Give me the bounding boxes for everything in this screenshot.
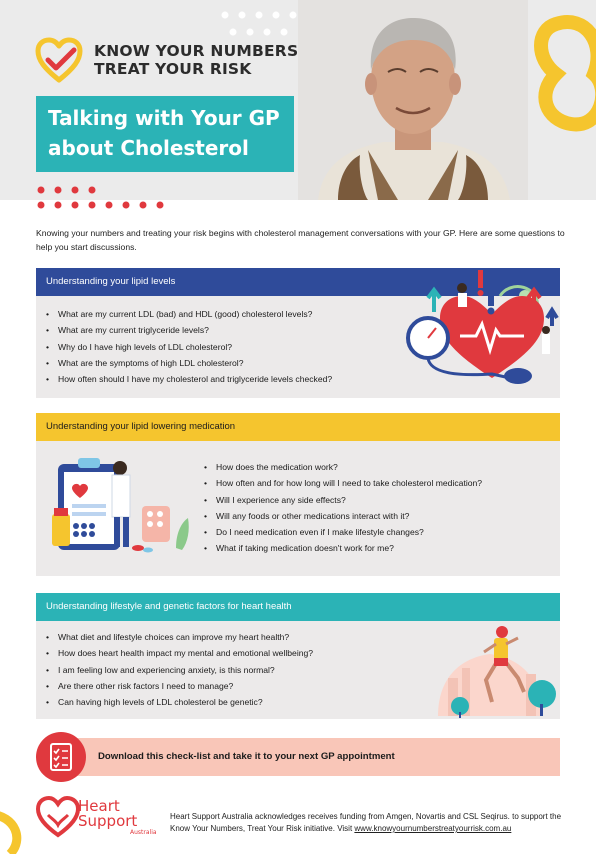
heart-check-icon <box>34 36 84 84</box>
decorative-yellow-corner <box>0 810 30 854</box>
list-item: • Are there other risk factors I need to manage? <box>46 678 313 694</box>
list-item: • Why do I have high levels of LDL cholesterol? <box>46 339 332 355</box>
page-title <box>36 96 294 172</box>
logo-word-australia: Australia <box>130 829 157 836</box>
list-item: • What are my current triglyceride levels? <box>46 322 332 338</box>
doctor-medication-illustration <box>48 452 198 556</box>
list-item: • How does the medication work? <box>204 459 482 475</box>
list-item: • What are my current LDL (bad) and HDL (good) cholesterol levels? <box>46 306 332 322</box>
website-link[interactable]: www.knowyournumberstreatyourrisk.com.au <box>354 824 512 833</box>
list-item: • What if taking medication doesn't work for me? <box>204 540 482 556</box>
logo-word-heart: Heart <box>78 797 120 815</box>
runner-illustration <box>430 618 560 718</box>
list-item: • How often and for how long will I need to take cholesterol medication? <box>204 475 482 491</box>
list-item: • What diet and lifestyle choices can improve my heart health? <box>46 629 313 645</box>
heart-hands-icon <box>36 795 80 839</box>
intro-text: Knowing your numbers and treating your risk begins with cholesterol management conversations with your GP. Here are some questions to help you start discussions. <box>36 228 565 252</box>
list-item: • Will any foods or other medications interact with it? <box>204 508 482 524</box>
elderly-man-photo <box>298 0 528 200</box>
checklist-icon[interactable] <box>36 732 86 782</box>
question-list-medication <box>204 459 482 557</box>
list-item: • Can having high levels of LDL cholesterol be genetic? <box>46 694 313 710</box>
section-heading-medication: Understanding your lipid lowering medication <box>36 413 560 441</box>
list-item: • I am feeling low and experiencing anxiety, is this normal? <box>46 662 313 678</box>
question-list-lipid-levels <box>46 306 332 387</box>
list-item: • Will I experience any side effects? <box>204 492 482 508</box>
brand-name <box>94 42 298 78</box>
decorative-dots-red <box>36 185 176 200</box>
brand-line-1: KNOW YOUR NUMBERS <box>94 42 299 60</box>
question-list-lifestyle <box>46 629 313 710</box>
decorative-yellow-ring <box>516 4 596 144</box>
download-checklist-bar[interactable] <box>56 738 560 776</box>
decorative-dots-red-row2 <box>36 200 176 214</box>
list-item: • What are the symptoms of high LDL cholesterol? <box>46 355 332 371</box>
funding-acknowledgement <box>170 811 570 835</box>
logo-word-support: Support <box>78 812 138 830</box>
footer-logo-text <box>78 799 157 836</box>
list-item: • Do I need medication even if I make lifestyle changes? <box>204 524 482 540</box>
section-heading-lifestyle: Understanding lifestyle and genetic factors for heart health <box>36 593 560 621</box>
brand-logo <box>34 36 298 84</box>
funding-text: Heart Support Australia acknowledges receives funding from Amgen, Novartis and CSL Seqirus. to support the Know Your Numbers, Treat Your Risk initiative. Visit <box>170 812 562 833</box>
heart-health-illustration <box>400 266 560 390</box>
download-checklist-label[interactable]: Download this check-list and take it to your next GP appointment <box>98 751 395 762</box>
list-item: • How often should I have my cholesterol and triglyceride levels checked? <box>46 371 332 387</box>
hero-banner <box>0 0 596 200</box>
title-line-2: about Cholesterol <box>48 136 249 160</box>
title-line-1: Talking with Your GP <box>48 106 280 130</box>
list-item: • How does heart health impact my mental and emotional wellbeing? <box>46 645 313 661</box>
brand-line-2: TREAT YOUR RISK <box>94 60 252 78</box>
section-heading-lipid-levels: Understanding your lipid levels <box>36 268 560 296</box>
